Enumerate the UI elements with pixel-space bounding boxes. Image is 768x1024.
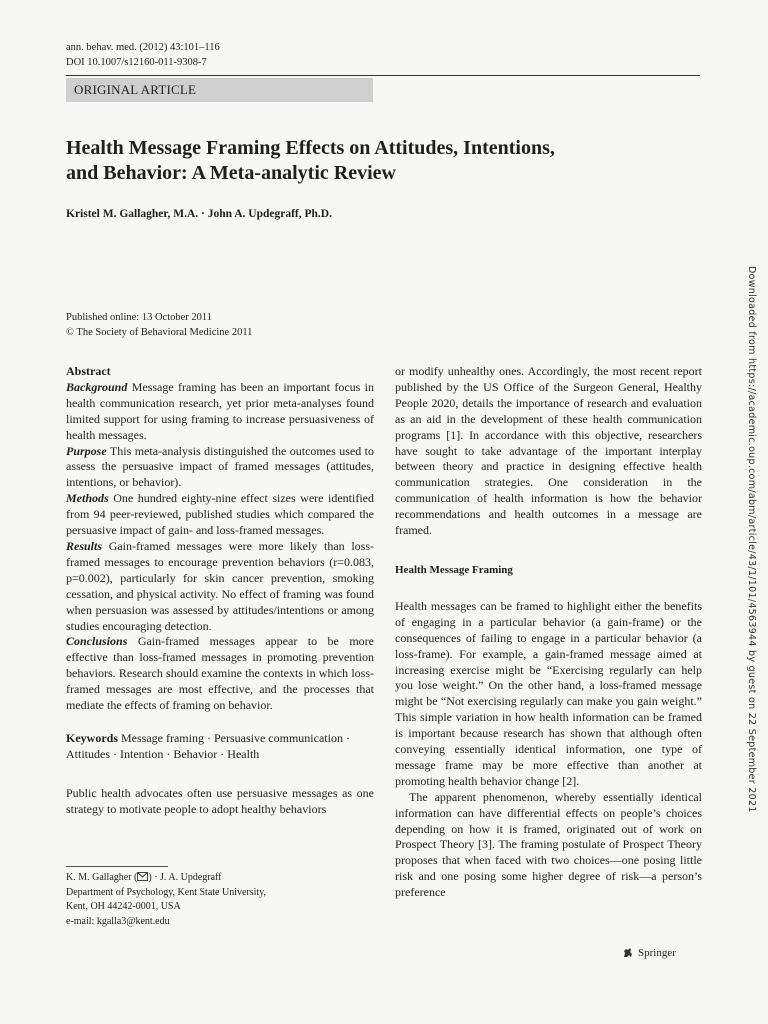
co-author: ) · J. A. Updegraff: [148, 872, 222, 883]
corresponding-author: K. M. Gallagher (: [66, 872, 138, 883]
abstract-background: [66, 380, 374, 444]
abstract-heading: Abstract: [66, 364, 111, 378]
conclusions-text: Gain-framed messages appear to be more effective than loss-framed messages in promoting prevention behaviors. Research should examine the contexts in which loss-framed messages are most effective, and the processes that mediate the effects of framing on behavior.: [66, 634, 374, 713]
publisher-mark: [622, 947, 676, 959]
journal-citation: [66, 40, 220, 70]
footnote-department: Department of Psychology, Kent State University,: [66, 886, 267, 898]
intro-continued-paragraph: or modify unhealthy ones. Accordingly, the most recent report published by the US Office of the Surgeon General, Healthy People 2020, details the importance of research and evaluation as an aid in the development of these health communication programs [1]. In accordance with this objective, researchers have sought to take advantage of the important interplay between theory and practice in designing effective health communication strategies. One consideration in the communication of health information is how the behavior recommendations and health outcomes in a message are framed.: [395, 364, 702, 538]
purpose-text: This meta-analysis distinguished the outcomes used to assess the persuasive impact of framed messages (attitudes, intentions, or behavior).: [66, 443, 374, 490]
springer-horse-icon: [622, 947, 634, 959]
download-watermark: [745, 266, 759, 813]
header-rule: [66, 75, 700, 76]
keywords-text: Message framing · Persuasive communication · Attitudes · Intention · Behavior · Health: [66, 730, 350, 761]
results-text: Gain-framed messages were more likely than loss-framed messages to encourage prevention behaviors (r=0.083, p=0.002), particularly for skin cancer prevention, smoking cessation, and physical activity. No effect of framing was found when persuasion was assessed by attitudes/intentions or among studies encouraging detection.: [66, 538, 374, 633]
methods-label: Methods: [66, 491, 109, 506]
abstract-conclusions: [66, 634, 374, 714]
footnote-email[interactable]: e-mail: kgalla3@kent.edu: [66, 915, 170, 927]
title-line-1: Health Message Framing Effects on Attitudes, Intentions,: [66, 137, 555, 159]
left-column: [66, 364, 374, 818]
abstract-methods: [66, 491, 374, 539]
paper-title: [66, 136, 706, 186]
results-label: Results: [66, 538, 103, 553]
abstract-purpose: [66, 444, 374, 492]
published-date: Published online: 13 October 2011: [66, 312, 213, 323]
footnote-rule: [66, 866, 168, 867]
methods-text: One hundred eighty-nine effect sizes were identified from 94 peer-reviewed, published studies which compared the persuasive impact of gain- and loss-framed messages.: [66, 491, 374, 538]
article-type-banner: ORIGINAL ARTICLE: [66, 78, 373, 102]
keywords: [66, 731, 374, 763]
section-heading: Health Message Framing: [395, 563, 513, 576]
publication-info: [66, 310, 252, 340]
publisher-name: Springer: [638, 947, 676, 959]
conclusions-label: Conclusions: [66, 634, 128, 649]
author-footnote: [66, 871, 266, 929]
purpose-label: Purpose: [66, 443, 107, 458]
background-label: Background: [66, 379, 128, 394]
doi-line: DOI 10.1007/s12160-011-9308-7: [66, 57, 207, 68]
background-text: Message framing has been an important focus in health communication research, yet prior meta-analyses found limited support for using framing to increase persuasiveness of health messages.: [66, 379, 374, 442]
authors: Kristel M. Gallagher, M.A. · John A. Updegraff, Ph.D.: [66, 208, 332, 220]
journal-line: ann. behav. med. (2012) 43:101–116: [66, 42, 220, 53]
envelope-icon: [137, 872, 148, 881]
keywords-label: Keywords: [66, 730, 118, 745]
title-line-2: and Behavior: A Meta-analytic Review: [66, 162, 396, 184]
footnote-address: Kent, OH 44242-0001, USA: [66, 901, 181, 912]
download-watermark-text: Downloaded from https://academic.oup.com/abm/article/43/1/101/4563944 by guest on 22 September 2021: [746, 266, 757, 813]
right-column: [395, 364, 702, 901]
intro-paragraph: Public health advocates often use persuasive messages as one strategy to motivate people to adopt healthy behaviors: [66, 785, 374, 816]
abstract-results: [66, 539, 374, 634]
footnote-authors: [66, 871, 266, 886]
prospect-theory-paragraph: The apparent phenomenon, whereby essentially identical information can have differential effects on people’s choices depending on how it is framed, originated out of work on Prospect Theory [3]. The framing postulate of Prospect Theory proposes that when faced with two choices—one posing little risk and one posing some higher degree of risk—a person’s preference: [395, 789, 702, 900]
framing-paragraph: Health messages can be framed to highlight either the benefits of engaging in a particular behavior (a gain-frame) or the consequences of failing to engage in a particular behavior (a loss-frame). For example, a gain-framed message aimed at increasing exercise might be “Exercising regularly can help you lose weight.” On the other hand, a loss-framed message might be “Not exercising regularly can make you gain weight.” This simple variation in how health information can be framed is important because research has shown that although often conveying essentially identical information, one type of message frame may be more effective than another at promoting health behavior change [2].: [395, 598, 702, 788]
copyright: © The Society of Behavioral Medicine 2011: [66, 327, 253, 338]
